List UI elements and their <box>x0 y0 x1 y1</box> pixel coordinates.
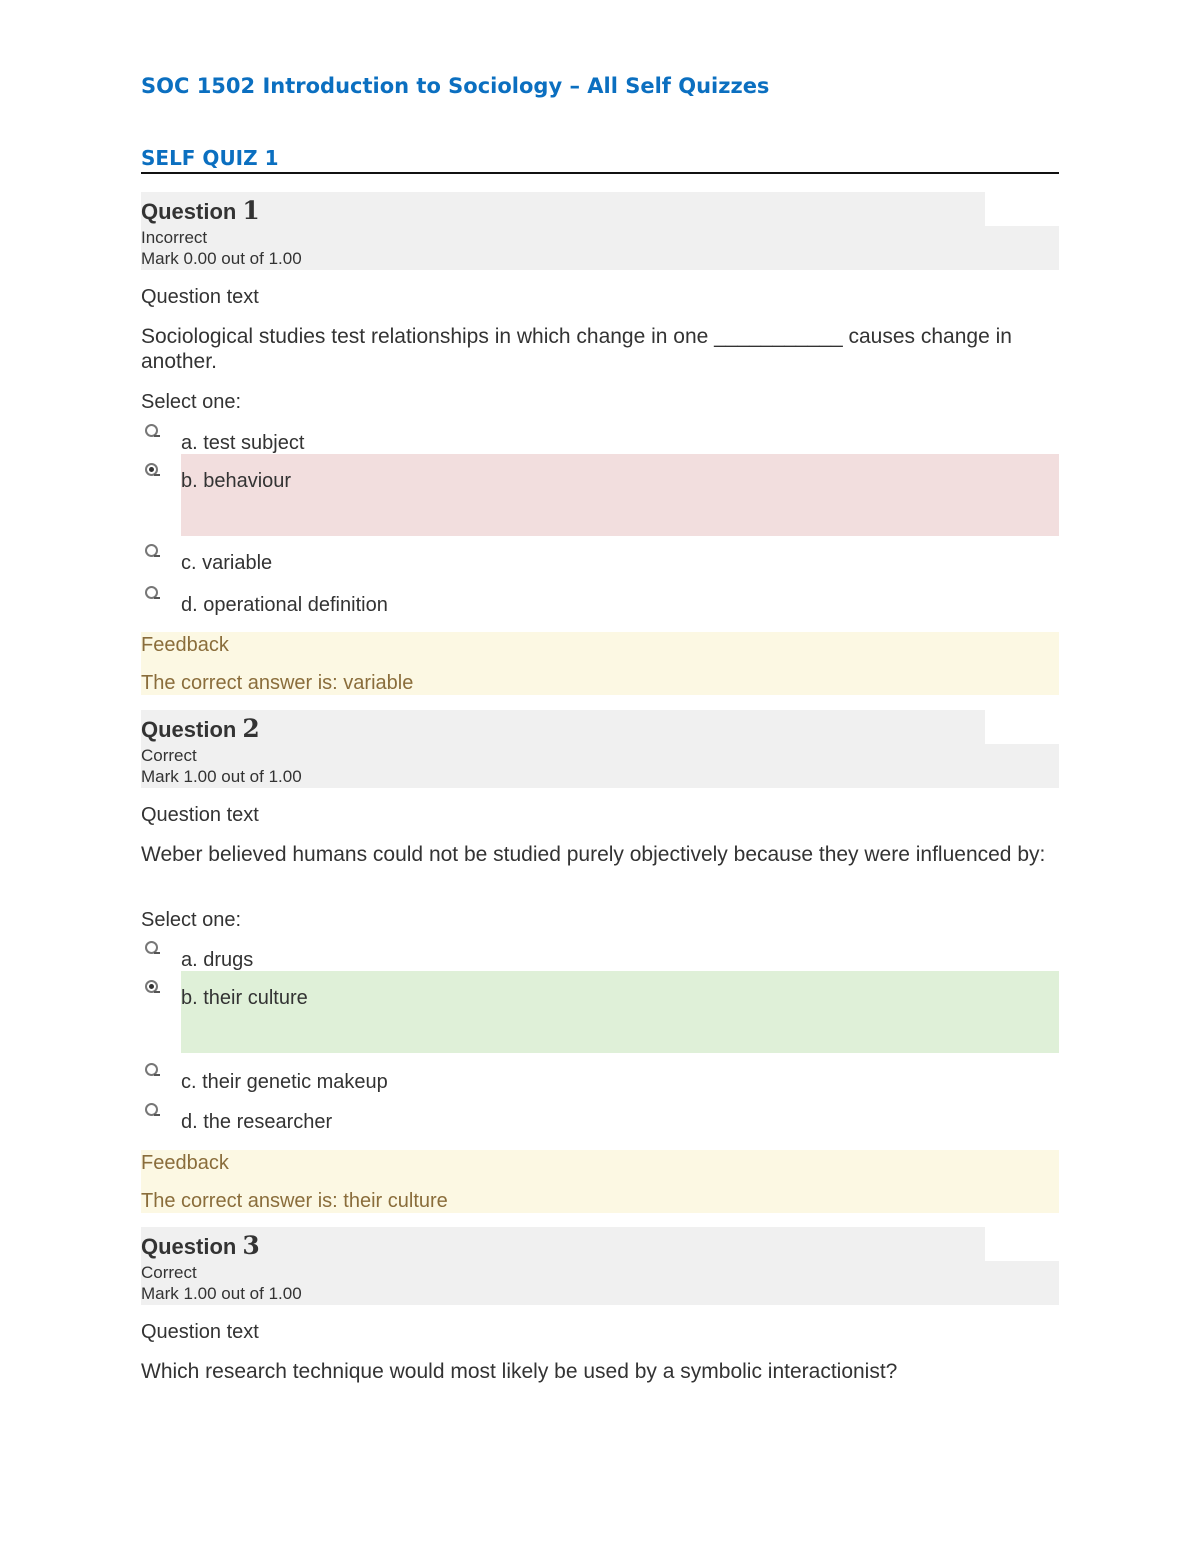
radio-button[interactable] <box>145 586 158 599</box>
question-text-label: Question text <box>141 286 259 308</box>
select-one-label: Select one: <box>141 391 242 413</box>
feedback-text: The correct answer is: their culture <box>141 1190 448 1212</box>
question-title: Question 3 <box>141 1231 260 1260</box>
radio-button[interactable] <box>145 941 158 954</box>
question-text-label: Question text <box>141 804 259 826</box>
select-one-label: Select one: <box>141 909 242 931</box>
question-1 <box>141 192 1059 694</box>
question-text: Which research technique would most likely be used by a symbolic interactionist? <box>141 1360 898 1383</box>
radio-button[interactable] <box>145 544 158 557</box>
question-state: Correct <box>141 746 197 765</box>
answer-label: b. their culture <box>181 987 308 1009</box>
feedback-title: Feedback <box>141 1152 229 1174</box>
question-mark: Mark 1.00 out of 1.00 <box>141 767 302 786</box>
answer-label: c. their genetic makeup <box>181 1071 388 1093</box>
question-mark: Mark 1.00 out of 1.00 <box>141 1284 302 1303</box>
feedback-title: Feedback <box>141 634 229 656</box>
question-number: 2 <box>242 714 260 743</box>
question-number: 3 <box>242 1231 260 1260</box>
feedback-box <box>141 1150 1059 1213</box>
question-text-label: Question text <box>141 1321 259 1343</box>
feedback-box <box>141 632 1059 695</box>
question-header <box>141 1227 1059 1305</box>
feedback-text: The correct answer is: variable <box>141 672 414 694</box>
question-mark: Mark 0.00 out of 1.00 <box>141 249 302 268</box>
answer-option-d[interactable] <box>141 1099 1059 1137</box>
question-text: Sociological studies test relationships in which change in one ___________ causes change in another. <box>141 325 1012 373</box>
radio-button-checked[interactable] <box>145 463 158 476</box>
question-state: Correct <box>141 1263 197 1282</box>
answer-option-a[interactable] <box>141 420 1059 456</box>
answer-option-d[interactable] <box>141 582 1059 620</box>
question-text: Weber believed humans could not be studied purely objectively because they were influenced by: <box>141 843 1046 866</box>
question-title: Question 2 <box>141 714 260 743</box>
question-3 <box>141 1227 1059 1383</box>
question-header <box>141 710 1059 788</box>
answer-label: b. behaviour <box>181 470 292 492</box>
answer-option-a[interactable] <box>141 937 1059 973</box>
radio-button[interactable] <box>145 1063 158 1076</box>
answer-label: c. variable <box>181 552 273 574</box>
question-number: 1 <box>242 196 260 225</box>
answer-option-c[interactable] <box>141 1059 1059 1097</box>
quiz-heading: SELF QUIZ 1 <box>141 146 1059 174</box>
radio-button-checked[interactable] <box>145 980 158 993</box>
document-title: SOC 1502 Introduction to Sociology – All Self Quizzes <box>141 74 770 98</box>
answer-label: a. drugs <box>181 949 254 971</box>
question-state: Incorrect <box>141 228 208 247</box>
answer-option-b-selected-correct[interactable] <box>181 971 1059 1053</box>
answer-label: a. test subject <box>181 432 305 454</box>
answer-option-b-selected-incorrect[interactable] <box>181 454 1059 536</box>
question-title: Question 1 <box>141 196 260 225</box>
question-2 <box>141 710 1059 1212</box>
answer-label: d. the researcher <box>181 1111 333 1133</box>
question-header <box>141 192 1059 270</box>
answer-option-c[interactable] <box>141 540 1059 578</box>
radio-button[interactable] <box>145 1103 158 1116</box>
radio-button[interactable] <box>145 424 158 437</box>
answer-label: d. operational definition <box>181 594 388 616</box>
